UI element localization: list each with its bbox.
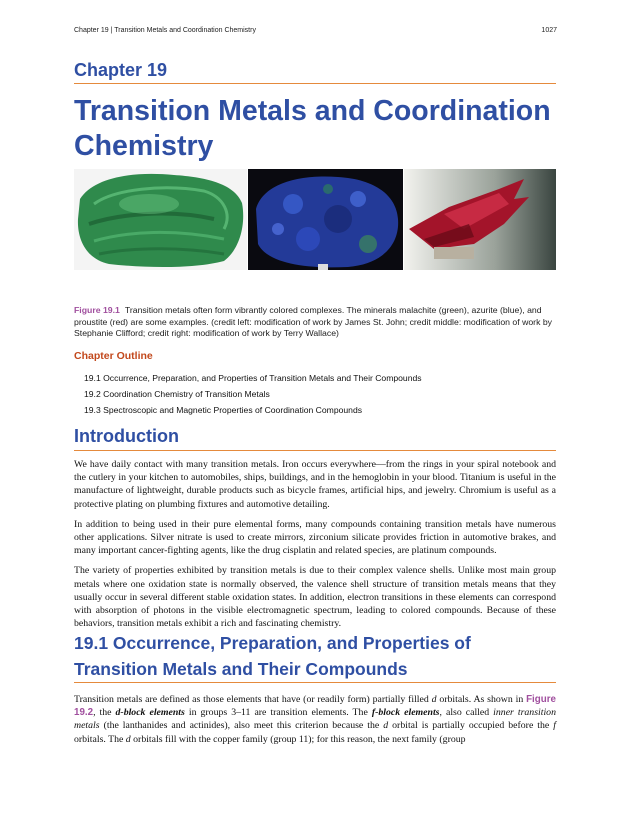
text-run: orbitals. As shown in xyxy=(436,694,527,705)
paragraph xyxy=(74,693,556,746)
section-body xyxy=(74,693,556,753)
text-run: , the xyxy=(93,707,116,719)
chapter-outline xyxy=(84,370,422,418)
divider xyxy=(74,450,556,451)
text-run: orbitals fill with the copper family (group 11); for this reason, the next family (group xyxy=(130,733,466,745)
italic-term: d xyxy=(125,733,131,745)
text-run: , also called xyxy=(439,707,494,719)
outline-heading: Chapter Outline xyxy=(74,350,153,362)
italic-term: d xyxy=(383,720,389,732)
paragraph: In addition to being used in their pure elemental forms, many compounds containing transition metals have numerous other applications. Silver nitrate is used to create mirrors, zirconium silicate provides friction in automotive brakes, and many important cancer-fighting agents, like the drug cisplatin and related species, are platinum compounds. xyxy=(74,518,556,557)
italic-term: d xyxy=(431,694,437,705)
introduction-body xyxy=(74,458,556,637)
outline-item[interactable] xyxy=(84,386,422,402)
page-number: 1027 xyxy=(541,27,557,34)
running-title: Chapter 19 | Transition Metals and Coordination Chemistry xyxy=(74,27,256,34)
outline-item[interactable] xyxy=(84,370,422,386)
italic-term: inner transition metals xyxy=(74,707,556,732)
key-term: f-block elements xyxy=(371,707,440,719)
text-run: (the lanthanides and actinides), also meet this criterion because the xyxy=(99,720,384,732)
figure-number: Figure 19.1 xyxy=(74,305,120,315)
proustite-image xyxy=(404,169,556,270)
azurite-image xyxy=(248,169,403,270)
paragraph: The variety of properties exhibited by transition metals is due to their complex valence shells. Unlike most main group metals where one oxidation state is normally observed, the valence shell structure of transition metals means that they usually occur in several different stable oxidation states. In addition, electron transitions in these elements can correspond with absorption of photons in the visible electromagnetic spectrum, leading to colored compounds. Because of these behaviors, transition metals exhibit a rich and fascinating chemistry. xyxy=(74,565,556,630)
italic-term: f xyxy=(553,720,556,732)
divider xyxy=(74,83,556,84)
outline-item-text[interactable]: 19.3 Spectroscopic and Magnetic Properties of Coordination Compounds xyxy=(84,405,363,415)
outline-item-text[interactable]: 19.2 Coordination Chemistry of Transition Metals xyxy=(84,389,270,399)
paragraph: We have daily contact with many transition metals. Iron occurs everywhere—from the rings in your spiral notebook and the cutlery in your kitchen to automobiles, ships, buildings, and in the hemoglobin in your blood. Titanium is useful in the manufacture of lightweight, durable products such as bicycle frames, artificial hips, and jewelry. Chromium is useful as a protective plating on plumbing fixtures and automotive detailing. xyxy=(74,459,556,510)
text-run: orbital is partially occupied before the xyxy=(388,720,554,732)
introduction-heading: Introduction xyxy=(74,426,179,446)
running-header xyxy=(74,27,557,34)
outline-item[interactable] xyxy=(84,402,422,418)
chapter-title: Transition Metals and Coordination Chemistry xyxy=(74,95,551,162)
figure-caption-text: Transition metals often form vibrantly colored complexes. The minerals malachite (green), azurite (blue), and proustite (red) are some examples. (credit left: modification of work by James St. John; credit middle: modification of work by Stephanie Clifford; credit right: modification of work by Terry Wallace) xyxy=(74,305,553,338)
key-term: d-block elements xyxy=(115,707,185,719)
text-run: Transition metals are defined as those elements that have (or readily form) partially filled xyxy=(74,694,432,705)
divider xyxy=(74,682,556,683)
malachite-image xyxy=(74,169,247,270)
text-run: in groups 3–11 are transition elements. The xyxy=(184,707,372,719)
section-heading: 19.1 Occurrence, Preparation, and Properties of Transition Metals and Their Compounds xyxy=(74,633,471,679)
outline-item-text[interactable]: 19.1 Occurrence, Preparation, and Properties of Transition Metals and Their Compounds xyxy=(84,373,422,383)
figure-images xyxy=(74,169,556,270)
chapter-label: Chapter 19 xyxy=(74,60,168,80)
figure-caption xyxy=(74,305,556,340)
text-run: orbitals. The xyxy=(74,733,126,745)
figure-link[interactable]: Figure 19.2 xyxy=(74,694,556,719)
